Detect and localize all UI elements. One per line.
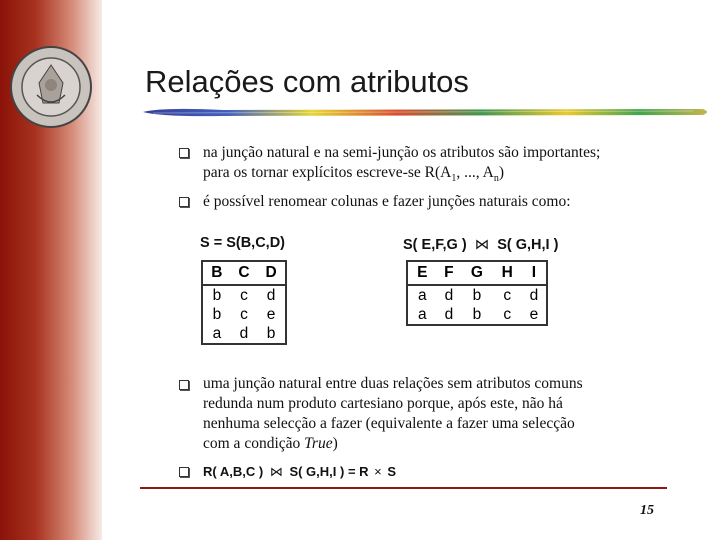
table-cell: c bbox=[240, 305, 248, 323]
left-relation-table bbox=[201, 260, 287, 345]
table-cell: d bbox=[444, 286, 454, 304]
table-cell: a bbox=[212, 324, 222, 342]
bullet-marker bbox=[179, 197, 189, 207]
bullet-text-3: uma junção natural entre duas relações sem atributos comuns redunda num produto cartesiano porque, após este, não há nenhuma selecção a fazer (equivalente a fazer uma selecção com a condição True) bbox=[203, 375, 583, 452]
table-cell: e bbox=[266, 305, 276, 323]
table-cell: b bbox=[472, 286, 482, 304]
bullet-marker bbox=[179, 148, 189, 158]
footer-rule bbox=[140, 487, 667, 489]
column-header: E bbox=[407, 261, 437, 285]
bullet-marker bbox=[179, 380, 189, 390]
table-cell: b bbox=[266, 324, 276, 342]
bullet-marker bbox=[179, 467, 189, 477]
table-row bbox=[202, 324, 286, 344]
bullet-text-2: é possível renomear colunas e fazer junções naturais como: bbox=[203, 193, 571, 210]
university-seal-icon bbox=[7, 43, 95, 131]
right-relation-label: S( E,F,G ) ⋈ S( G,H,I ) bbox=[403, 237, 559, 253]
page-number: 15 bbox=[640, 503, 654, 518]
left-relation-label: S = S(B,C,D) bbox=[200, 235, 285, 251]
table-row bbox=[407, 305, 547, 325]
table-cell: c bbox=[240, 286, 248, 304]
table-header-row bbox=[407, 261, 547, 285]
bullet-text-4: R( A,B,C ) ⋈ S( G,H,I ) = R × S bbox=[203, 464, 397, 480]
table-cell: a bbox=[417, 305, 427, 323]
semijoin-symbol: ⋈ bbox=[474, 237, 490, 253]
table-row bbox=[407, 285, 547, 305]
column-header: H bbox=[493, 261, 522, 285]
table-header-row bbox=[202, 261, 286, 285]
table-cell: d bbox=[529, 286, 539, 304]
table-cell: b bbox=[472, 305, 482, 323]
join-symbol: ⋈ bbox=[269, 465, 283, 480]
table-cell: c bbox=[503, 286, 512, 304]
column-header: D bbox=[257, 261, 286, 285]
right-relation-table bbox=[406, 260, 548, 326]
bullet-text-1: na junção natural e na semi-junção os atributos são importantes; para os tornar explícitos escreve-se $R(A_1$, ..., $A_n$) bbox=[203, 144, 601, 185]
table-cell: b bbox=[212, 305, 222, 323]
title-underline-brush bbox=[143, 104, 713, 120]
table-cell: d bbox=[239, 324, 249, 342]
table-cell: c bbox=[503, 305, 512, 323]
column-header: F bbox=[437, 261, 462, 285]
table-cell: e bbox=[529, 305, 539, 323]
table-cell: d bbox=[266, 286, 276, 304]
table-row bbox=[202, 285, 286, 305]
table-row bbox=[202, 305, 286, 324]
table-cell: b bbox=[212, 286, 222, 304]
cartesian-product-symbol: × bbox=[374, 464, 382, 479]
column-header: G bbox=[461, 261, 492, 285]
table-cell: a bbox=[417, 286, 427, 304]
column-header: B bbox=[202, 261, 231, 285]
table-cell: d bbox=[444, 305, 454, 323]
slide-title: Relações com atributos bbox=[145, 64, 469, 99]
column-header: C bbox=[231, 261, 257, 285]
column-header: I bbox=[522, 261, 547, 285]
